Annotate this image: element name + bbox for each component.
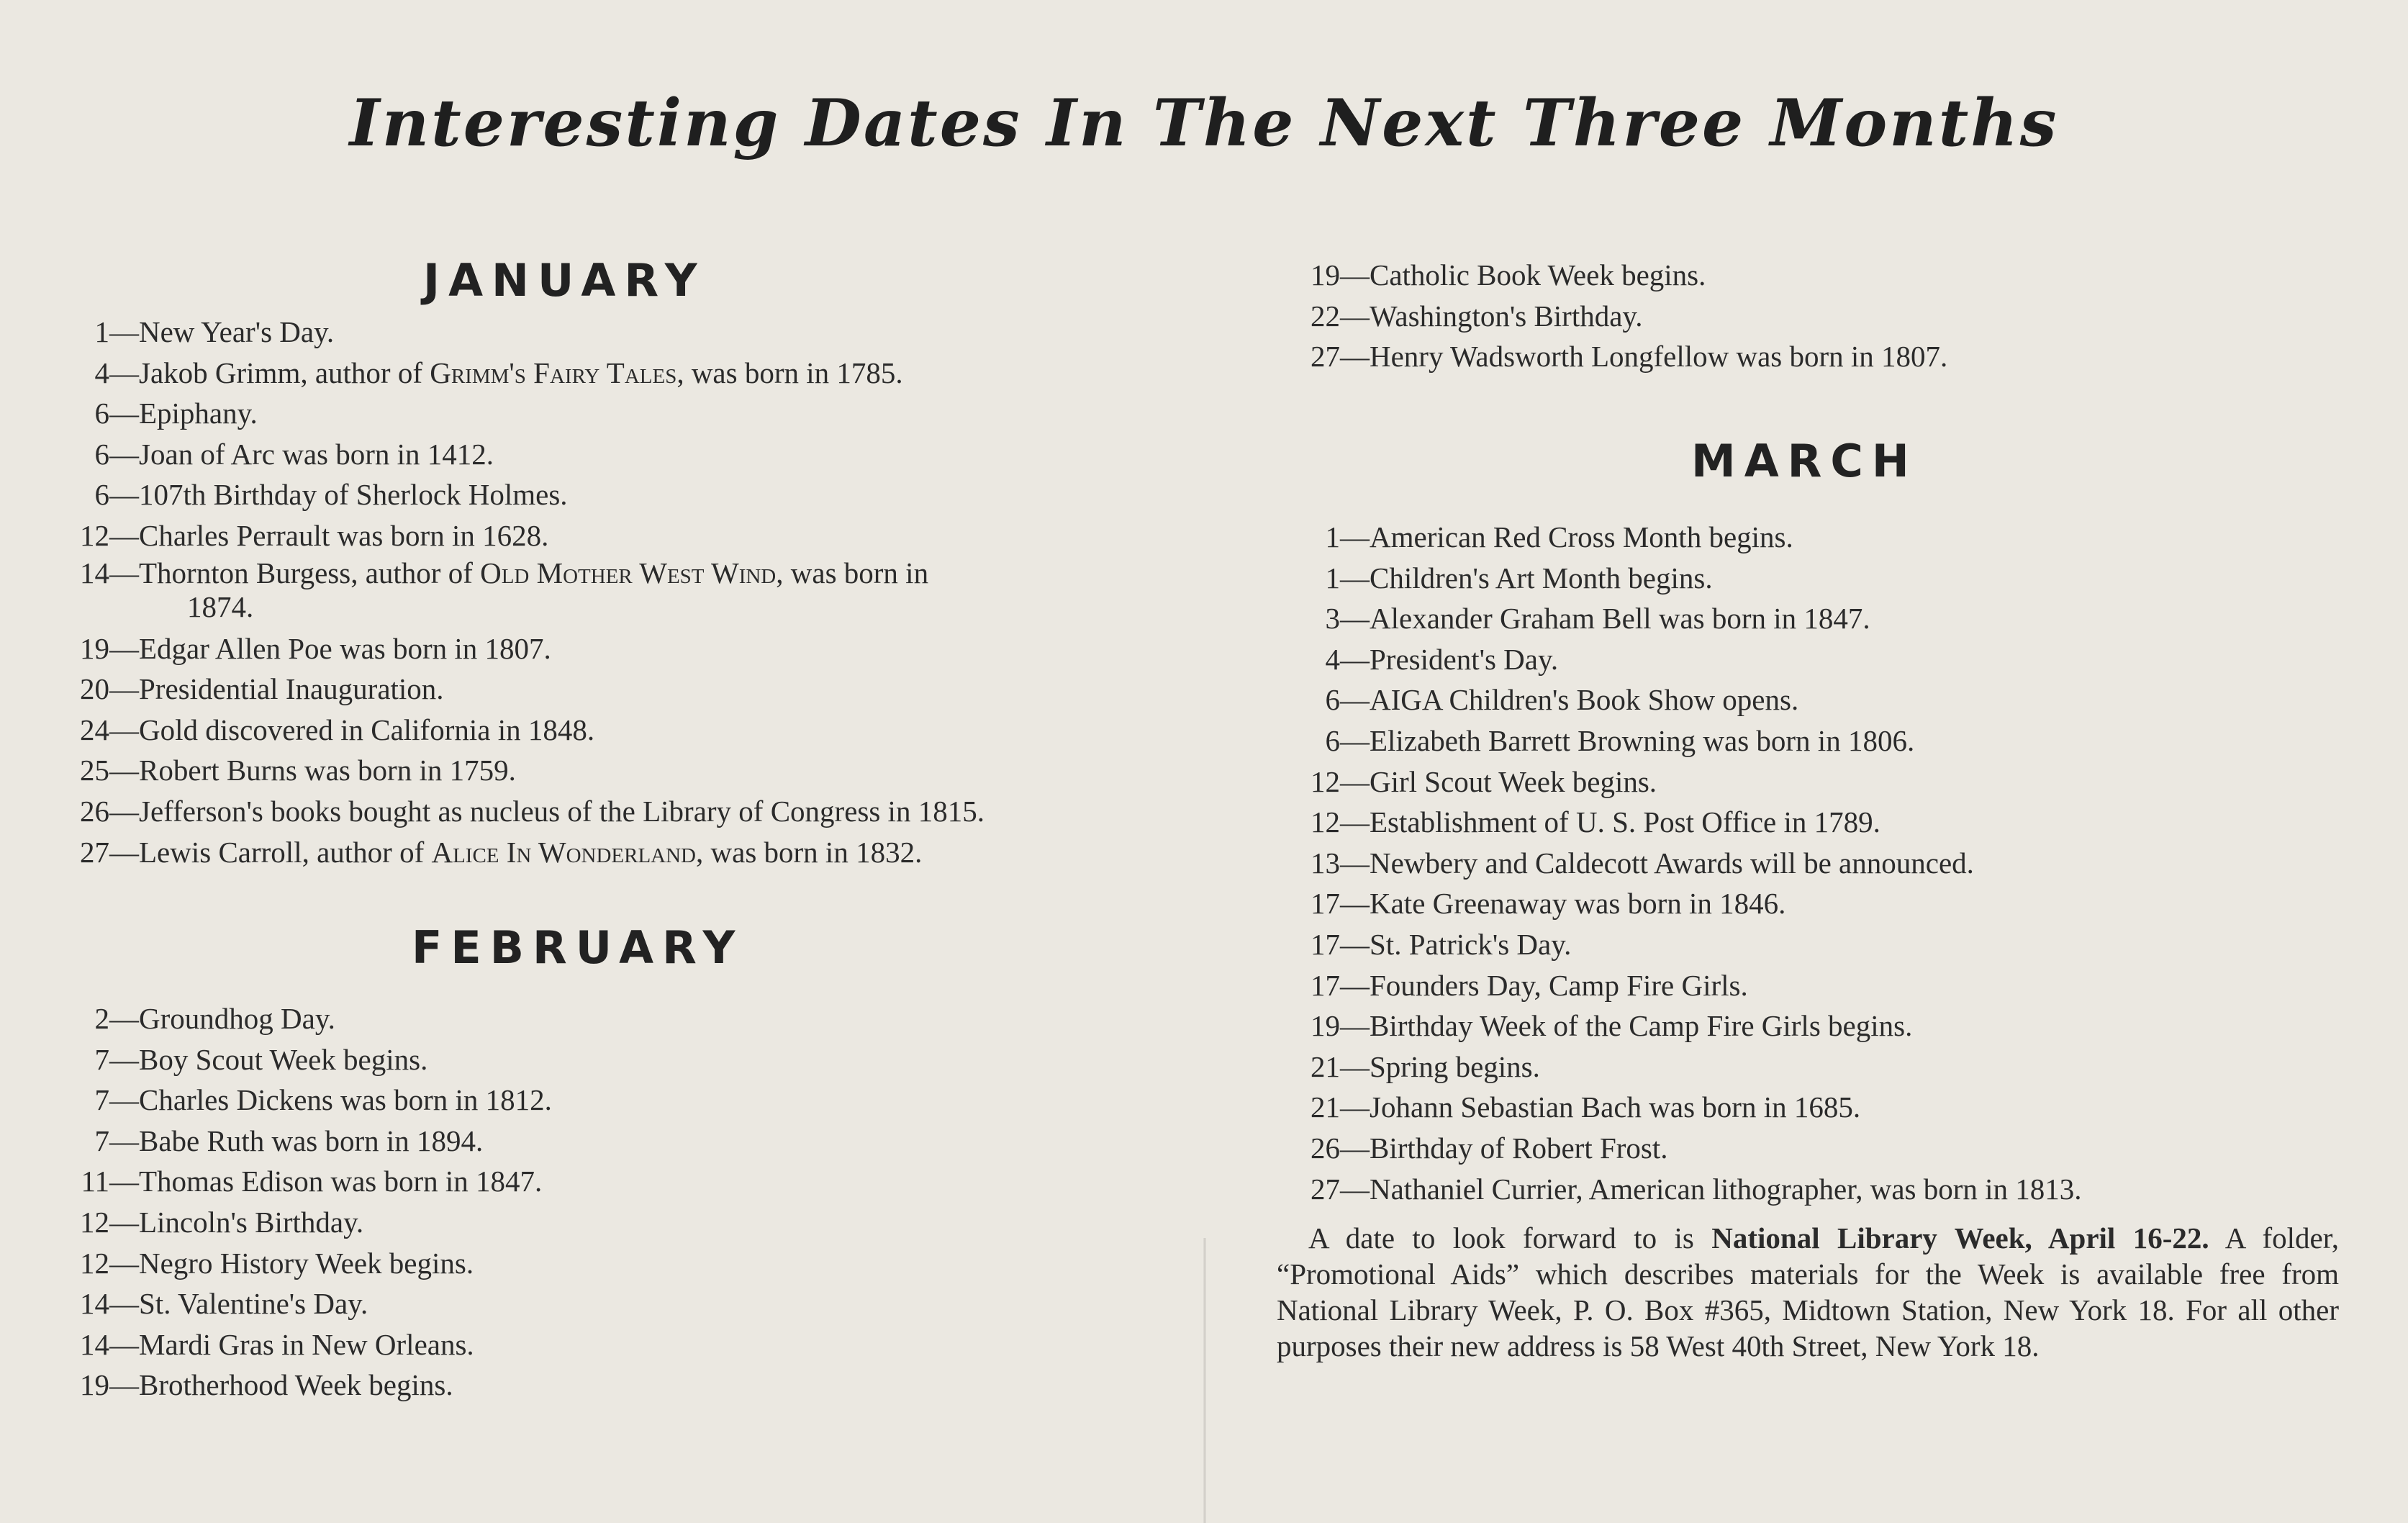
list-item xyxy=(43,1324,552,1365)
date-dash: — xyxy=(109,713,139,746)
date-dash: — xyxy=(1340,340,1370,374)
date-number: 19 xyxy=(1311,1009,1340,1043)
date-number: 1 xyxy=(94,315,109,348)
list-item xyxy=(1274,802,2082,843)
date-dash: — xyxy=(109,1002,139,1035)
date-number: 7 xyxy=(94,1124,109,1157)
march-list xyxy=(1274,517,2082,1209)
date-dash: — xyxy=(1340,805,1370,839)
march-heading: MARCH xyxy=(1691,435,1918,487)
date-dash: — xyxy=(109,1368,139,1402)
event-text: St. Patrick's Day. xyxy=(1370,927,1572,961)
date-number: 12 xyxy=(80,1205,109,1239)
date-dash: — xyxy=(1340,299,1370,333)
date-dash: — xyxy=(109,754,139,787)
event-text: Washington's Birthday. xyxy=(1370,299,1643,333)
event-text: Johann Sebastian Bach was born in 1685. xyxy=(1370,1090,1861,1124)
event-text: Henry Wadsworth Longfellow was born in 1807. xyxy=(1370,340,1948,374)
event-text: Thornton Burgess, author of xyxy=(139,556,481,589)
list-item xyxy=(43,750,985,791)
list-item xyxy=(43,669,985,710)
date-dash: — xyxy=(1340,1090,1370,1124)
event-text: Alexander Graham Bell was born in 1847. xyxy=(1370,602,1870,636)
event-text: Babe Ruth was born in 1894. xyxy=(139,1124,484,1157)
date-number: 17 xyxy=(1311,968,1340,1002)
date-number: 25 xyxy=(80,754,109,787)
book-title: Grimm's Fairy Tales xyxy=(430,356,677,389)
date-number: 6 xyxy=(1325,683,1340,717)
list-item xyxy=(43,998,552,1039)
note-body: A folder, “Promotional Aids” which describes materials for the Week is available free from National Library Week, P. O. Box #365, Midtown Station, New York 18. For all other purposes their new address is 58 West 40th Street, New York 18. xyxy=(1277,1221,2340,1362)
date-dash: — xyxy=(109,1042,139,1076)
date-dash: — xyxy=(1340,683,1370,717)
list-item xyxy=(1274,1005,2082,1047)
date-number: 27 xyxy=(1311,340,1340,374)
event-text: Charles Dickens was born in 1812. xyxy=(139,1083,552,1117)
event-text: Birthday of Robert Frost. xyxy=(1370,1131,1668,1165)
date-dash: — xyxy=(109,1205,139,1239)
january-list xyxy=(43,312,985,872)
list-item xyxy=(1274,296,1947,337)
date-dash: — xyxy=(109,518,139,552)
list-item xyxy=(1274,883,2082,924)
february-list xyxy=(43,998,552,1406)
date-dash: — xyxy=(1340,1009,1370,1043)
event-text: , was born in xyxy=(776,556,929,589)
event-text-continued: 1874. xyxy=(187,589,254,623)
date-dash: — xyxy=(109,437,139,471)
note-highlight: National Library Week, April 16-22. xyxy=(1711,1221,2209,1255)
list-item xyxy=(1274,843,2082,884)
event-text: New Year's Day. xyxy=(139,315,335,348)
date-number: 1 xyxy=(1325,520,1340,553)
list-item xyxy=(1274,1087,2082,1128)
list-item xyxy=(43,628,985,669)
date-number: 6 xyxy=(94,437,109,471)
book-title: Alice In Wonderland xyxy=(431,835,697,869)
event-text: American Red Cross Month begins. xyxy=(1370,520,1793,553)
list-item xyxy=(1274,255,1947,296)
event-text: AIGA Children's Book Show opens. xyxy=(1370,683,1799,717)
event-text: Brotherhood Week begins. xyxy=(139,1368,453,1402)
date-number: 1 xyxy=(1325,561,1340,595)
date-dash: — xyxy=(1340,258,1370,292)
date-number: 21 xyxy=(1311,1049,1340,1083)
event-text: Elizabeth Barrett Browning was born in 1806. xyxy=(1370,723,1915,757)
date-dash: — xyxy=(109,397,139,430)
date-number: 22 xyxy=(1311,299,1340,333)
list-item xyxy=(43,474,985,515)
event-text: , was born in 1832. xyxy=(696,835,923,869)
event-text: Presidential Inauguration. xyxy=(139,672,444,706)
event-text: Catholic Book Week begins. xyxy=(1370,258,1706,292)
date-number: 7 xyxy=(94,1042,109,1076)
date-number: 17 xyxy=(1311,887,1340,921)
list-item xyxy=(1274,639,2082,680)
list-item xyxy=(1274,924,2082,965)
date-dash: — xyxy=(109,1083,139,1117)
date-dash: — xyxy=(1340,1131,1370,1165)
date-dash: — xyxy=(109,1327,139,1361)
date-dash: — xyxy=(109,835,139,869)
list-item xyxy=(1274,720,2082,762)
event-text: Newbery and Caldecott Awards will be announced. xyxy=(1370,846,1974,880)
list-item xyxy=(43,353,985,394)
event-text: 107th Birthday of Sherlock Holmes. xyxy=(139,478,568,512)
event-text: Lewis Carroll, author of xyxy=(139,835,432,869)
event-text: Nathaniel Currier, American lithographer, was born in 1813. xyxy=(1370,1172,2082,1206)
event-text: St. Valentine's Day. xyxy=(139,1287,368,1321)
list-item xyxy=(1274,1169,2082,1210)
list-item xyxy=(1274,1047,2082,1088)
list-item xyxy=(43,434,985,475)
date-dash: — xyxy=(1340,1049,1370,1083)
date-number: 17 xyxy=(1311,927,1340,961)
date-number: 4 xyxy=(1325,642,1340,676)
date-dash: — xyxy=(1340,642,1370,676)
date-number: 12 xyxy=(80,1246,109,1280)
list-item xyxy=(1274,679,2082,720)
date-number: 26 xyxy=(80,794,109,828)
date-number: 19 xyxy=(80,631,109,665)
date-number: 6 xyxy=(94,397,109,430)
page-title: Interesting Dates In The Next Three Months xyxy=(349,85,2059,161)
list-item xyxy=(43,515,985,556)
date-dash: — xyxy=(1340,927,1370,961)
event-text: Lincoln's Birthday. xyxy=(139,1205,364,1239)
date-number: 14 xyxy=(80,1327,109,1361)
event-text: Groundhog Day. xyxy=(139,1002,335,1035)
event-text: Boy Scout Week begins. xyxy=(139,1042,428,1076)
list-item xyxy=(43,393,985,434)
list-item xyxy=(43,710,985,751)
date-number: 27 xyxy=(1311,1172,1340,1206)
date-number: 26 xyxy=(1311,1131,1340,1165)
date-dash: — xyxy=(1340,723,1370,757)
list-item xyxy=(1274,517,2082,558)
event-text: Spring begins. xyxy=(1370,1049,1540,1083)
date-dash: — xyxy=(109,1124,139,1157)
date-dash: — xyxy=(1340,602,1370,636)
list-item xyxy=(43,1365,552,1406)
list-item xyxy=(1274,558,2082,599)
list-item xyxy=(1274,336,1947,377)
date-dash: — xyxy=(1340,764,1370,798)
date-dash: — xyxy=(109,1287,139,1321)
event-text: Epiphany. xyxy=(139,397,258,430)
list-item xyxy=(43,832,985,873)
event-text: Mardi Gras in New Orleans. xyxy=(139,1327,474,1361)
event-text: Gold discovered in California in 1848. xyxy=(139,713,595,746)
date-number: 21 xyxy=(1311,1090,1340,1124)
date-number: 2 xyxy=(94,1002,109,1035)
list-item xyxy=(43,312,985,353)
event-text: Birthday Week of the Camp Fire Girls begins. xyxy=(1370,1009,1913,1043)
february-heading: FEBRUARY xyxy=(412,921,744,974)
list-item xyxy=(1274,762,2082,803)
event-text: Jakob Grimm, author of xyxy=(139,356,430,389)
date-dash: — xyxy=(109,794,139,828)
list-item xyxy=(43,1283,552,1324)
date-dash: — xyxy=(1340,968,1370,1002)
date-number: 3 xyxy=(1325,602,1340,636)
date-number: 12 xyxy=(80,518,109,552)
date-number: 6 xyxy=(94,478,109,512)
date-number: 12 xyxy=(1311,764,1340,798)
date-dash: — xyxy=(109,315,139,348)
event-text: Edgar Allen Poe was born in 1807. xyxy=(139,631,551,665)
january-heading: JANUARY xyxy=(423,254,706,307)
list-item xyxy=(43,556,985,628)
date-dash: — xyxy=(109,356,139,389)
date-dash: — xyxy=(1340,846,1370,880)
date-number: 12 xyxy=(1311,805,1340,839)
date-dash: — xyxy=(1340,520,1370,553)
event-text: Charles Perrault was born in 1628. xyxy=(139,518,549,552)
date-dash: — xyxy=(1340,561,1370,595)
date-number: 6 xyxy=(1325,723,1340,757)
date-number: 27 xyxy=(80,835,109,869)
list-item xyxy=(43,1161,552,1202)
event-text: Robert Burns was born in 1759. xyxy=(139,754,516,787)
event-text: Girl Scout Week begins. xyxy=(1370,764,1657,798)
event-text: Thomas Edison was born in 1847. xyxy=(139,1165,543,1198)
date-dash: — xyxy=(109,1165,139,1198)
date-number: 20 xyxy=(80,672,109,706)
event-text: Establishment of U. S. Post Office in 1789. xyxy=(1370,805,1880,839)
book-title: Old Mother West Wind xyxy=(480,556,777,589)
date-dash: — xyxy=(1340,1172,1370,1206)
list-item xyxy=(1274,965,2082,1006)
date-number: 13 xyxy=(1311,846,1340,880)
date-number: 4 xyxy=(94,356,109,389)
date-dash: — xyxy=(109,1246,139,1280)
event-text: President's Day. xyxy=(1370,642,1559,676)
list-item xyxy=(43,1039,552,1080)
list-item xyxy=(1274,1128,2082,1169)
list-item xyxy=(43,1202,552,1243)
date-dash: — xyxy=(109,556,139,589)
list-item xyxy=(1274,598,2082,639)
date-number: 11 xyxy=(81,1165,109,1198)
date-dash: — xyxy=(1340,887,1370,921)
event-text: Kate Greenaway was born in 1846. xyxy=(1370,887,1786,921)
event-text: Negro History Week begins. xyxy=(139,1246,474,1280)
page-fold xyxy=(1203,1238,1206,1523)
list-item xyxy=(43,1243,552,1284)
date-dash: — xyxy=(109,631,139,665)
event-text: Founders Day, Camp Fire Girls. xyxy=(1370,968,1748,1002)
date-number: 7 xyxy=(94,1083,109,1117)
date-number: 24 xyxy=(80,713,109,746)
event-text: , was born in 1785. xyxy=(676,356,903,389)
date-number: 19 xyxy=(1311,258,1340,292)
date-dash: — xyxy=(109,672,139,706)
list-item xyxy=(43,1121,552,1162)
event-text: Children's Art Month begins. xyxy=(1370,561,1713,595)
list-item xyxy=(43,791,985,832)
date-number: 19 xyxy=(80,1368,109,1402)
february-list-continued xyxy=(1274,255,1947,377)
date-number: 14 xyxy=(80,1287,109,1321)
note-lead: A date to look forward to is xyxy=(1308,1221,1712,1255)
event-text: Joan of Arc was born in 1412. xyxy=(139,437,494,471)
date-number: 14 xyxy=(80,556,109,589)
library-week-note xyxy=(1277,1220,2339,1364)
event-text: Jefferson's books bought as nucleus of the Library of Congress in 1815. xyxy=(139,794,985,828)
list-item xyxy=(43,1080,552,1121)
date-dash: — xyxy=(109,478,139,512)
